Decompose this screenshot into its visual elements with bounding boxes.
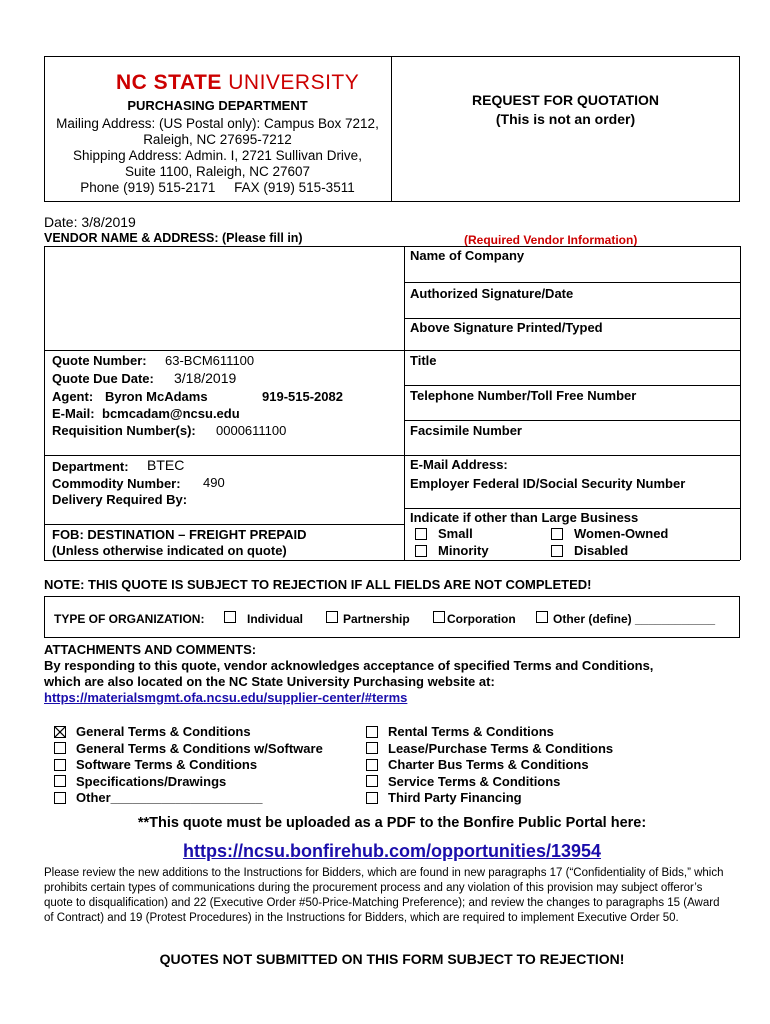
disabled-checkbox[interactable]	[551, 545, 563, 557]
agent-name: Byron McAdams	[105, 389, 208, 404]
rejection-note: NOTE: THIS QUOTE IS SUBJECT TO REJECTION IF ALL FIELDS ARE NOT COMPLETED!	[44, 577, 592, 592]
row-line	[404, 282, 740, 283]
commodity-value: 490	[203, 475, 225, 490]
minority-checkbox[interactable]	[415, 545, 427, 557]
delivery-required-label: Delivery Required By:	[52, 492, 188, 507]
grid-left-border	[44, 246, 45, 560]
disabled-label: Disabled	[574, 543, 629, 558]
software-terms-checkbox[interactable]	[54, 759, 66, 771]
field-facsimile[interactable]: Facsimile Number	[410, 423, 522, 438]
rental-terms-checkbox[interactable]	[366, 726, 378, 738]
field-company-name[interactable]: Name of Company	[410, 248, 525, 263]
purchasing-department: PURCHASING DEPARTMENT	[127, 98, 308, 113]
address-line-4: Suite 1100, Raleigh, NC 27607	[124, 164, 311, 179]
commodity-label: Commodity Number:	[52, 476, 181, 491]
other-attachment-label: Other_____________________	[76, 790, 263, 805]
specifications-checkbox[interactable]	[54, 775, 66, 787]
individual-checkbox[interactable]	[224, 611, 236, 623]
partnership-label: Partnership	[343, 612, 410, 626]
quote-due-date-value: 3/18/2019	[174, 370, 237, 386]
university-logo	[116, 72, 359, 94]
quote-number-label: Quote Number:	[52, 353, 147, 368]
general-terms-checkbox[interactable]	[54, 726, 66, 738]
row-line	[44, 350, 740, 351]
service-terms-checkbox[interactable]	[366, 775, 378, 787]
minority-label: Minority	[438, 543, 489, 558]
charter-bus-checkbox[interactable]	[366, 759, 378, 771]
women-owned-label: Women-Owned	[574, 526, 669, 541]
department-value: BTEC	[147, 457, 185, 473]
row-line	[404, 385, 740, 386]
requisition-value: 0000611100	[216, 423, 287, 438]
lease-purchase-checkbox[interactable]	[366, 742, 378, 754]
header-divider	[391, 56, 392, 202]
general-terms-software-checkbox[interactable]	[54, 742, 66, 754]
quote-number-value: 63-BCM611100	[165, 353, 255, 368]
grid-top-line	[44, 246, 740, 247]
field-authorized-signature[interactable]: Authorized Signature/Date	[410, 286, 574, 301]
logo-university: UNIVERSITY	[228, 71, 360, 94]
row-line	[44, 524, 404, 525]
address-line-2: Raleigh, NC 27695-7212	[143, 132, 292, 147]
requisition-label: Requisition Number(s):	[52, 423, 196, 438]
agent-phone: 919-515-2082	[262, 389, 343, 404]
fob-terms: FOB: DESTINATION – FREIGHT PREPAID	[52, 527, 307, 542]
general-terms-label: General Terms & Conditions	[76, 724, 251, 739]
attachments-text-line-1: By responding to this quote, vendor acknowledges acceptance of specified Terms and Conditions,	[44, 658, 654, 673]
software-terms-label: Software Terms & Conditions	[76, 757, 258, 772]
field-printed-signature[interactable]: Above Signature Printed/Typed	[410, 320, 603, 335]
quote-due-date-label: Quote Due Date:	[52, 371, 154, 386]
form-subtitle: (This is not an order)	[495, 111, 636, 127]
corporation-checkbox[interactable]	[433, 611, 445, 623]
other-attachment-checkbox[interactable]	[54, 792, 66, 804]
address-line-3: Shipping Address: Admin. I, 2721 Sullivan Drive,	[73, 148, 362, 163]
business-type-label: Indicate if other than Large Business	[410, 510, 639, 525]
logo-nc-state: NC STATE	[116, 71, 222, 94]
service-terms-label: Service Terms & Conditions	[388, 774, 561, 789]
specifications-label: Specifications/Drawings	[76, 774, 227, 789]
organization-type-label: TYPE OF ORGANIZATION:	[54, 612, 205, 626]
fob-note: (Unless otherwise indicated on quote)	[52, 543, 287, 558]
row-line	[404, 420, 740, 421]
row-line	[404, 508, 740, 509]
checked-x-icon	[55, 727, 65, 737]
footer-warning: QUOTES NOT SUBMITTED ON THIS FORM SUBJECT TO REJECTION!	[159, 951, 625, 967]
other-organization-checkbox[interactable]	[536, 611, 548, 623]
lease-purchase-label: Lease/Purchase Terms & Conditions	[388, 741, 614, 756]
terms-link[interactable]: https://materialsmgmt.ofa.ncsu.edu/supplier-center/#terms	[44, 690, 408, 705]
third-party-financing-label: Third Party Financing	[388, 790, 522, 805]
row-line	[404, 455, 740, 456]
other-organization-label: Other (define) ____________	[553, 612, 716, 626]
upload-notice: **This quote must be uploaded as a PDF to the Bonfire Public Portal here:	[137, 815, 647, 831]
women-owned-checkbox[interactable]	[551, 528, 563, 540]
field-email[interactable]: E-Mail Address:	[410, 457, 508, 472]
charter-bus-label: Charter Bus Terms & Conditions	[388, 757, 589, 772]
quote-date: Date: 3/8/2019	[44, 214, 136, 230]
corporation-label: Corporation	[447, 612, 516, 626]
vendor-name-address-area[interactable]	[46, 248, 402, 348]
vendor-name-label: VENDOR NAME & ADDRESS: (Please fill in)	[44, 231, 303, 245]
small-business-checkbox[interactable]	[415, 528, 427, 540]
department-label: Department:	[52, 459, 129, 474]
review-paragraph: Please review the new additions to the Instructions for Bidders, which are found in new paragraphs 17 (“Confidentiality of Bids,” which prohibits certain types of communications during the procurement process and any violation of this provision may subject offeror’s quote to disqualification) and 22 (Executive Order #50-Price-Matching Preference); and review the changes to paragraphs 15 (Award of Contract) and 19 (Protest Procedures) in the Instructions for Bidders, which are required to implement Executive Order 50.	[44, 867, 724, 924]
grid-center-divider	[404, 246, 405, 560]
attachments-text-line-2: which are also located on the NC State University Purchasing website at:	[44, 674, 495, 689]
field-federal-id[interactable]: Employer Federal ID/Social Security Number	[410, 476, 686, 491]
partnership-checkbox[interactable]	[326, 611, 338, 623]
bonfire-portal-link[interactable]: https://ncsu.bonfirehub.com/opportunities/13954	[182, 841, 602, 861]
general-terms-software-label: General Terms & Conditions w/Software	[76, 741, 323, 756]
field-title[interactable]: Title	[410, 353, 437, 368]
field-telephone[interactable]: Telephone Number/Toll Free Number	[410, 388, 637, 403]
grid-right-border	[740, 246, 741, 560]
rental-terms-label: Rental Terms & Conditions	[388, 724, 554, 739]
attachments-heading: ATTACHMENTS AND COMMENTS:	[44, 642, 257, 657]
email-label: E-Mail:	[52, 406, 95, 421]
required-vendor-info-label: (Required Vendor Information)	[464, 233, 638, 247]
phone-fax-line: Phone (919) 515-2171 FAX (919) 515-3511	[80, 180, 355, 195]
address-line-1: Mailing Address: (US Postal only): Campus Box 7212,	[56, 116, 379, 131]
agent-label: Agent:	[52, 389, 94, 404]
row-line	[404, 318, 740, 319]
small-business-label: Small	[438, 526, 473, 541]
third-party-financing-checkbox[interactable]	[366, 792, 378, 804]
form-title: REQUEST FOR QUOTATION	[472, 92, 659, 108]
row-line	[44, 455, 404, 456]
grid-bottom-line	[44, 560, 740, 561]
email-value: bcmcadam@ncsu.edu	[102, 406, 240, 421]
individual-label: Individual	[247, 612, 304, 626]
